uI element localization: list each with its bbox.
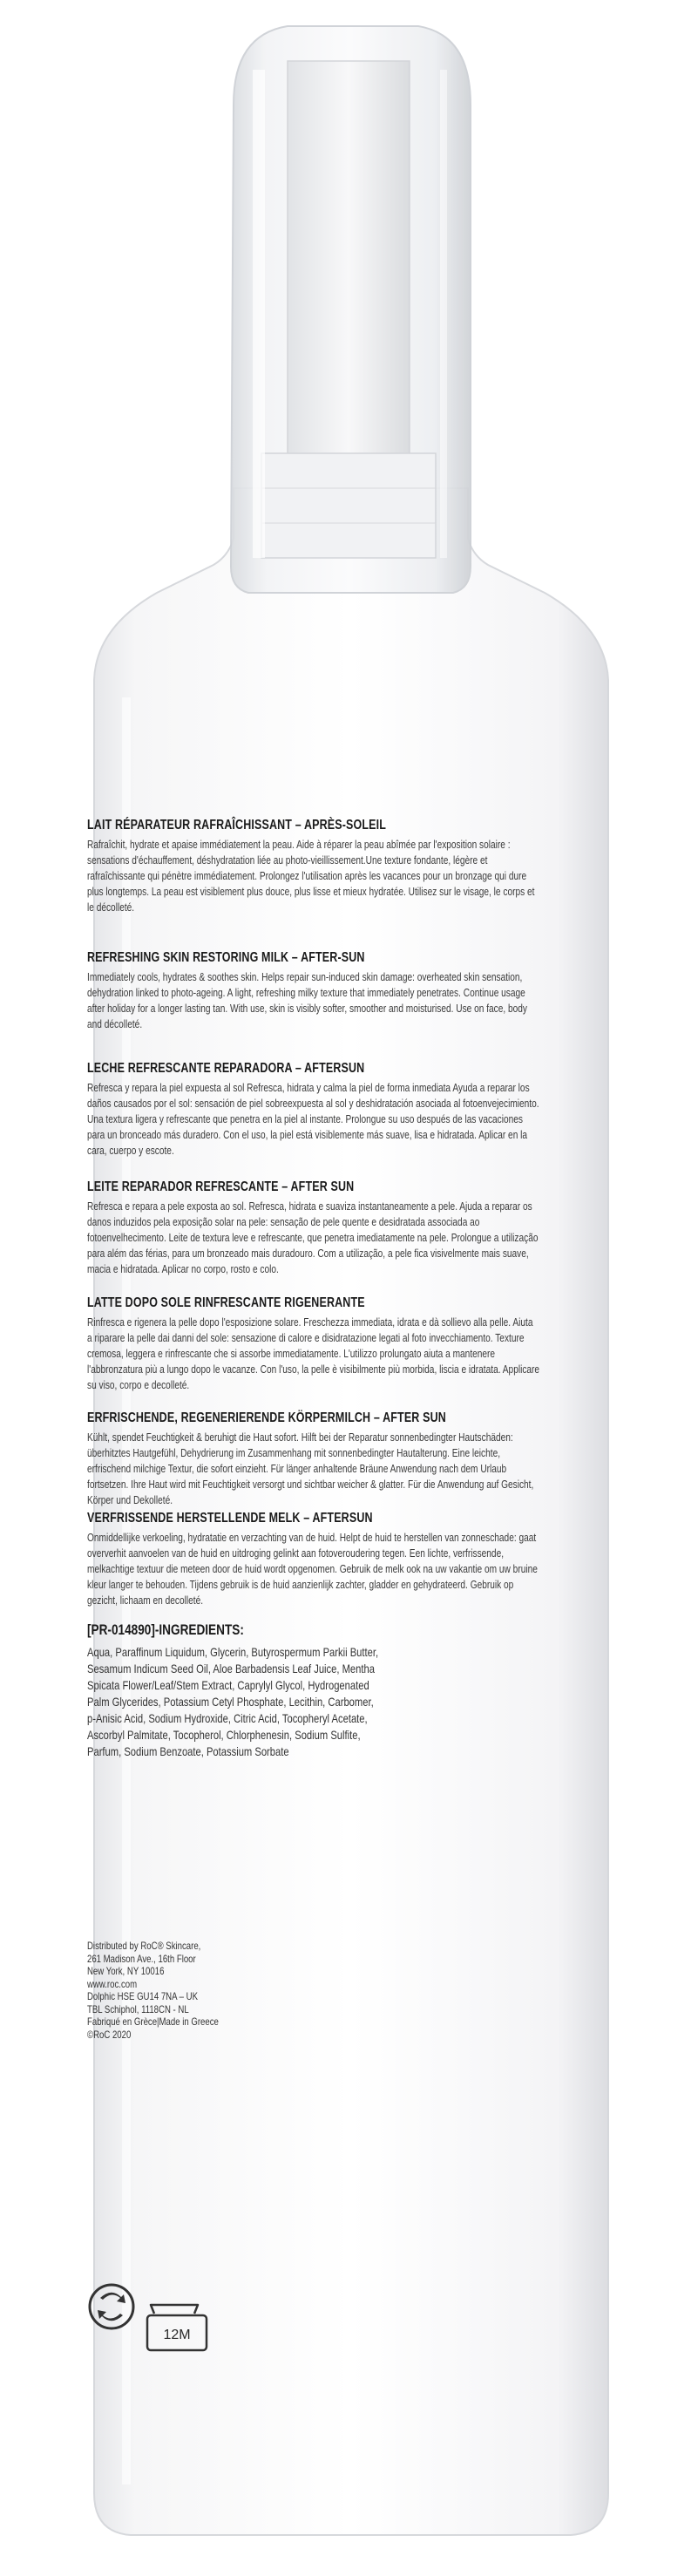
distributor-line: New York, NY 10016 — [87, 1965, 165, 1977]
distributor-line: TBL Schiphol, 1118CN - NL — [87, 2002, 189, 2015]
section-heading: LAIT RÉPARATEUR RAFRAÎCHISSANT – APRÈS-SOLEIL — [87, 818, 387, 833]
section-text: Refresca y repara la piel expuesta al sol Refresca, hidrata y calma la piel de forma inmediata Ayuda a reparar los daños causados por el sol: sensación de piel sobreexpuesta al sol y deshidratación asociada al fotoenvejecimiento. Una textura ligera y refrescante que penetra en la piel al instante. Prolongue su uso después de las vacaciones para un bronceado más duradero. Con el uso, la piel está visiblemente más suave, lisa e hidratada. Aplicar en la cara, cuerpo y escote. — [87, 1081, 539, 1157]
section-heading: LATTE DOPO SOLE RINFRESCANTE RIGENERANTE — [87, 1295, 365, 1310]
distributor-line: Dolphic HSE GU14 7NA – UK — [87, 1990, 198, 2002]
distributor-line: Distributed by RoC® Skincare, — [87, 1940, 201, 1952]
section-heading: VERFRISSENDE HERSTELLENDE MELK – AFTERSUN — [87, 1511, 373, 1526]
section-heading: LECHE REFRESCANTE REPARADORA – AFTERSUN — [87, 1061, 365, 1076]
pao-label: 12M — [163, 2328, 191, 2342]
pump-collar — [261, 453, 436, 558]
bottle-body — [94, 488, 608, 2535]
pump-neck — [288, 61, 410, 497]
section-text: Rinfresca e rigenera la pelle dopo l'esposizione solare. Freschezza immediata, idrata e dà sollievo alla pelle. Aiuta a riparare la pelle dai danni del sole: sensazione di calore e disidratazione legati al foto invecchiamento. Texture cremosa, leggera e rinfrescante che si assorbe immediatamente. L'utilizzo prolungato aiuta a mantenere l'abbronzatura più a lungo dopo le vacanze. Con l'uso, la pelle è visibilmente più morbida, liscia e idratata. Applicare su viso, corpo e decolleté. — [87, 1315, 540, 1391]
distributor-line: ©RoC 2020 — [87, 2028, 132, 2041]
section-text: Onmiddellijke verkoeling, hydratatie en verzachting van de huid. Helpt de huid te herstellen van zonneschade: gaat oververhit aanvoelen van de huid en uitdroging gelinkt aan fotoveroudering tegen. Een lichte, verfrissende, melkachtige textuur die meteen door de huid wordt opgenomen. Gebruik de melk ook na uw vakantie om uw bruine kleur langer te behouden. Tijdens gebruik is de huid aanzienlijk zachter, gladder en gehydrateerd. Gebruik op gezicht, lichaam en decolleté. — [87, 1531, 538, 1607]
section-heading: ERFRISCHENDE, REGENERIERENDE KÖRPERMILCH – AFTER SUN — [87, 1410, 446, 1425]
section-text: Immediately cools, hydrates & soothes skin. Helps repair sun-induced skin damage: overheated skin sensation, dehydration linked to photo-ageing. A light, refreshing milky texture that immediately penetrates. Continue usage after holiday for a longer lasting tan. With use, skin is visibly softer, smoother and moisturised. Use on face, body and décolleté. — [87, 970, 528, 1030]
distributor-line: Fabriqué en Grèce|Made in Greece — [87, 2015, 219, 2028]
section-heading: REFRESHING SKIN RESTORING MILK – AFTER-SUN — [87, 950, 365, 965]
section-heading: LEITE REPARADOR REFRESCANTE – AFTER SUN — [87, 1179, 355, 1194]
section-text: Refresca e repara a pele exposta ao sol. Refresca, hidrata e suaviza instantaneamente a pele. Ajuda a reparar os danos induzidos pela exposição solar na pele: sensação de pele quente e desidratada associada ao fotoenvelhecimento. Leite de textura leve e refrescante, que penetra imediatamente na pele. Prolongue a utilização para além das férias, para um bronzeado mais duradouro. Com a utilização, a pele fica visivelmente mais suave, macia e hidratada. Aplicar no corpo, rosto e colo. — [87, 1200, 539, 1275]
distributor-line: www.roc.com — [87, 1977, 138, 1990]
section-text: Kühlt, spendet Feuchtigkeit & beruhigt die Haut sofort. Hilft bei der Reparatur sonnenbedingter Hautschäden: überhitztes Hautgefühl, Dehydrierung im Zusammenhang mit sonnenbedingter Hautalterung. Eine leichte, erfrischend milchige Textur, die sofort einzieht. Für länger anhaltende Bräune Anwendung nach dem Urlaub fortsetzen. Ihre Haut wird mit Feuchtigkeit versorgt und sichtbar weicher & glatter. Für die Anwendung auf Gesicht, Körper und Dekolleté. — [87, 1431, 534, 1506]
distributor-line: 261 Madison Ave., 16th Floor — [87, 1952, 196, 1965]
ingredients-heading: [PR-014890]-INGREDIENTS: — [87, 1621, 244, 1638]
section-text: Rafraîchit, hydrate et apaise immédiatement la peau. Aide à réparer la peau abîmée par l'exposition solaire : sensations d'échauffement, déshydratation liée au photo-vieillissement.Une texture fondante, légère et rafraîchissante qui pénètre immédiatement. Prolongez l'utilisation après les vacances pour un bronzage qui dure plus longtemps. La peau est visiblement plus douce, plus lisse et mieux hydratée. Utilisez sur le visage, le corps et le décolleté. — [87, 838, 535, 914]
ingredients-list: Aqua, Paraffinum Liquidum, Glycerin, Butyrospermum Parkii Butter, Sesamum Indicum Seed Oil, Aloe Barbadensis Leaf Juice, Mentha Spicata Flower/Leaf/Stem Extract, Caprylyl Glycol, Hydrogenated Palm Glycerides, Potassium Cetyl Phosphate, Lecithin, Carbomer, p-Anisic Acid, Sodium Hydroxide, Citric Acid, Tocopheryl Acetate, Ascorbyl Palmitate, Tocopherol, Chlorphenesin, Sodium Sulfite, Parfum, Sodium Benzoate, Potassium Sorbate — [87, 1645, 379, 1758]
